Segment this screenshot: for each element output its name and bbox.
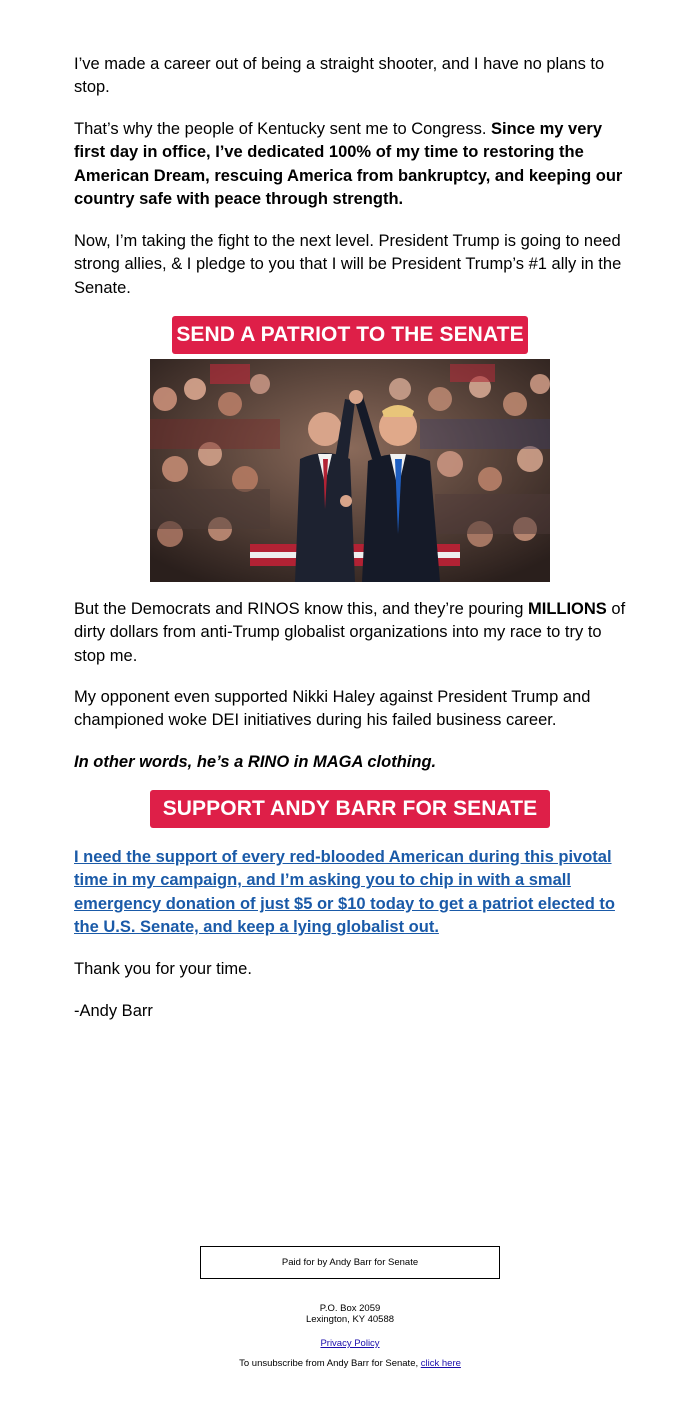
rally-photo-image [150,359,550,582]
donation-link[interactable]: I need the support of every red-blooded American during this pivotal time in my campaign, and I’m asking you to chip in with a small emergency donation of just $5 or $10 today to get a patriot elected to the U.S. Senate, and keep a lying globalist out. [74,848,615,937]
paragraph-democrats-tail: of dirty dollars from anti-Trump globalist organizations into my race to try to stop me. [74,600,626,665]
unsubscribe-text: To unsubscribe from Andy Barr for Senate, [239,1358,421,1369]
paragraph-congress [74,118,626,212]
paragraph-donation [74,846,626,940]
support-barr-button[interactable]: SUPPORT ANDY BARR FOR SENATE [150,790,550,828]
unsubscribe-link[interactable]: click here [420,1358,461,1369]
paragraph-congress-bold: Since my very first day in office, I’ve dedicated 100% of my time to restoring the American Dream, rescuing America from bankruptcy, and keeping our country safe with peace through strength. [74,120,623,209]
paid-for-disclaimer: Paid for by Andy Barr for Senate [200,1246,500,1279]
mailing-address [0,1303,700,1325]
paragraph-rino: In other words, he’s a RINO in MAGA clothing. [74,753,437,771]
address-line-1: P.O. Box 2059 [319,1303,381,1314]
privacy-policy-link[interactable]: Privacy Policy [320,1338,380,1349]
unsubscribe-row [0,1358,700,1369]
paragraph-opponent: My opponent even supported Nikki Haley against President Trump and championed woke DEI initiatives during his failed business career. [74,688,591,730]
paragraph-next-level: Now, I’m taking the fight to the next level. President Trump is going to need strong allies, & I pledge to you that I will be President Trump’s #1 ally in the Senate. [74,232,622,297]
send-patriot-button[interactable]: SEND A PATRIOT TO THE SENATE [172,316,528,354]
rally-photo[interactable] [150,359,550,582]
privacy-row [0,1338,700,1349]
address-line-2: Lexington, KY 40588 [305,1314,395,1325]
signature: -Andy Barr [74,1002,153,1020]
paragraph-democrats [74,598,626,668]
paragraph-democrats-lead: But the Democrats and RINOS know this, and they’re pouring [74,600,528,618]
paragraph-thanks: Thank you for your time. [74,960,252,978]
paragraph-democrats-bold: MILLIONS [527,600,607,618]
paragraph-congress-lead: That’s why the people of Kentucky sent me to Congress. [74,120,492,138]
paragraph-intro: I’ve made a career out of being a straight shooter, and I have no plans to stop. [74,55,605,97]
